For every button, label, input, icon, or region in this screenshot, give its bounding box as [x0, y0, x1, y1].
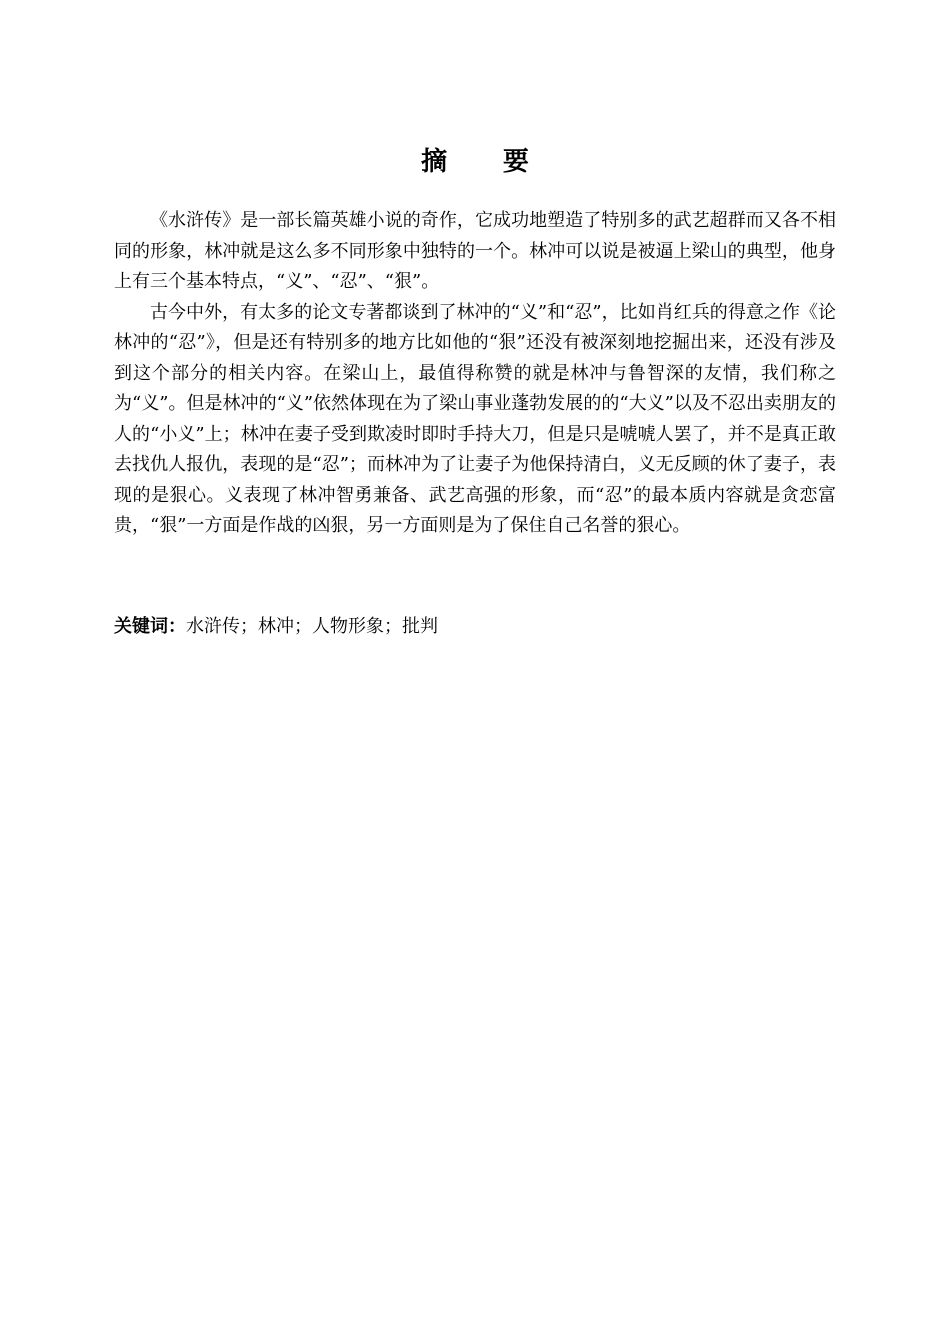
abstract-body: [114, 206, 836, 542]
keywords-label: 关键词：: [114, 616, 186, 637]
abstract-paragraph-1: 《水浒传》是一部长篇英雄小说的奇作，它成功地塑造了特别多的武艺超群而又各不相同的形象，林冲就是这么多不同形象中独特的一个。林冲可以说是被逼上梁山的典型，他身上有三个基本特点，“义”、“忍”、“狠”。: [114, 210, 836, 292]
keywords-line: [114, 612, 836, 642]
abstract-title: 摘 要: [421, 147, 553, 177]
keywords-value: 水浒传；林冲；人物形象；批判: [186, 616, 438, 637]
abstract-paragraph-2: 古今中外，有太多的论文专著都谈到了林冲的“义”和“忍”，比如肖红兵的得意之作《论林冲的“忍”》，但是还有特别多的地方比如他的“狠”还没有被深刻地挖掘出来，还没有涉及到这个部分的相关内容。在梁山上，最值得称赞的就是林冲与鲁智深的友情，我们称之为“义”。但是林冲的“义”依然体现在为了梁山事业蓬勃发展的的“大义”以及不忍出卖朋友的人的“小义”上；林冲在妻子受到欺凌时即时手持大刀，但是只是唬唬人罢了，并不是真正敢去找仇人报仇，表现的是“忍”；而林冲为了让妻子为他保持清白，义无反顾的休了妻子，表现的是狠心。义表现了林冲智勇兼备、武艺高强的形象，而“忍”的最本质内容就是贪恋富贵，“狠”一方面是作战的凶狠，另一方面则是为了保住自己名誉的狠心。: [114, 301, 836, 536]
